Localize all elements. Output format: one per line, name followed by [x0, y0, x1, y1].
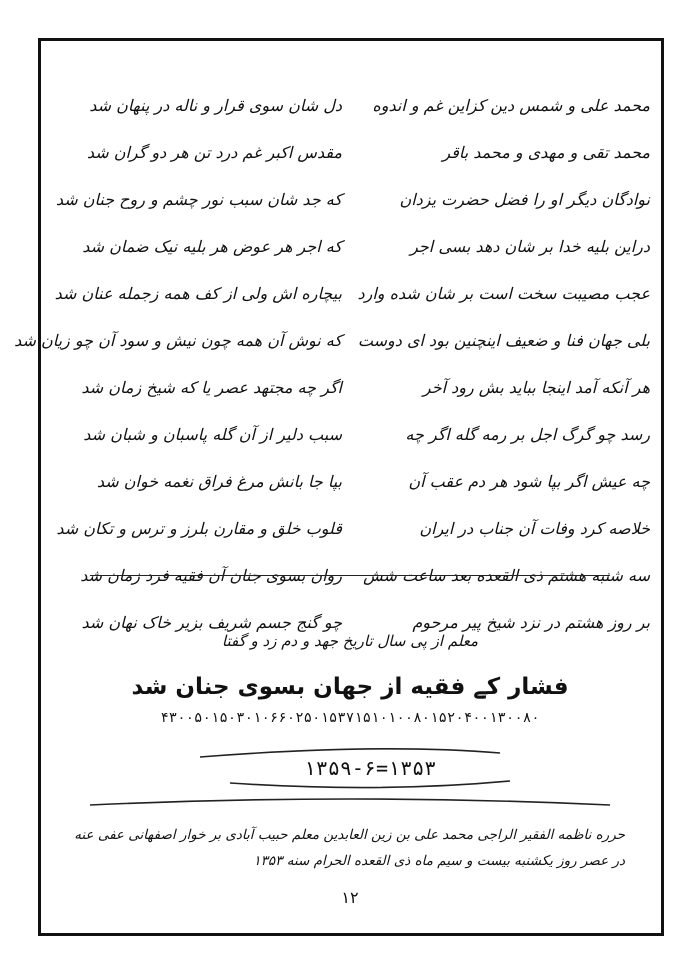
- hemistich-left: که نوش آن همه چون نیش و سود آن چو زیان شد: [14, 330, 342, 350]
- couplet: [14, 317, 650, 364]
- chronogram-verse: فشار کے فقیه از جهان بسوی جنان شد: [131, 674, 569, 700]
- hemistich-right: محمد علی و شمس دین کزاین غم و اندوه: [372, 95, 650, 115]
- couplet: [50, 270, 650, 317]
- hemistich-left: قلوب خلق و مقارن بلرز و ترس و تکان شد: [56, 518, 342, 538]
- hemistich-left: که جد شان سبب نور چشم و روح جنان شد: [55, 189, 342, 209]
- couplet: [50, 223, 650, 270]
- hemistich-right: چه عیش اگر بپا شود هر دم عقب آن: [408, 471, 650, 491]
- colophon-line: حرره ناظمه الفقیر الراجی محمد علی بن زین العابدین معلم حبیب آبادی بر خوار اصفهانی عفی عنه: [74, 827, 625, 843]
- hemistich-left: اگر چه مجتهد عصر یا که شیخ زمان شد: [81, 377, 342, 397]
- couplet: [50, 458, 650, 505]
- colophon-line: در عصر روز یکشنبه بیست و سیم ماه ذی القعده الحرام سنه ۱۳۵۳: [253, 853, 625, 869]
- chronogram-intro-line: معلم از پی سال تاریخ جهد و دم زد و گفتا: [221, 632, 479, 650]
- couplet: [50, 82, 650, 129]
- hemistich-left: سبب دلیر از آن گله پاسبان و شبان شد: [83, 424, 342, 444]
- hemistich-right: نوادگان دیگر او را فضل حضرت یزدان: [399, 189, 650, 209]
- hemistich-right: خلاصه کرد وفات آن جناب در ایران: [419, 518, 650, 538]
- hemistich-right: سه شنبه هشتم ذی القعده بعد ساعت شش: [363, 565, 650, 585]
- hemistich-right: رسد چو گرگ اجل بر رمه گله اگر چه: [405, 424, 650, 444]
- page-number: ۱۲: [341, 888, 359, 907]
- hemistich-right: بر روز هشتم در نزد شیخ پیر مرحوم: [412, 612, 650, 632]
- chronogram-sum: ۱۳۵۹-۶=۱۳۵۳: [303, 756, 437, 780]
- hemistich-right: دراین بلیه خدا بر شان دهد بسی اجر: [410, 236, 650, 256]
- couplet: [50, 364, 650, 411]
- hemistich-left: بپا جا بانش مرغ فراق نغمه خوان شد: [96, 471, 342, 491]
- hemistich-left: روان بسوی جنان آن فقیه فرد زمان شد: [80, 565, 342, 585]
- hemistich-left: دل شان سوی قرار و ناله در پنهان شد: [89, 95, 342, 115]
- couplet: [50, 505, 650, 552]
- hemistich-right: محمد تقی و مهدی و محمد باقر: [442, 142, 650, 162]
- couplet: [50, 176, 650, 223]
- hemistich-right: عجب مصیبت سخت است بر شان شده وارد: [357, 283, 650, 303]
- hemistich-left: چو گنج جسم شریف بزیر خاک نهان شد: [81, 612, 342, 632]
- hemistich-left: بیچاره اش ولی از کف همه زجمله عنان شد: [54, 283, 342, 303]
- hemistich-right: هر آنکه آمد اینجا بباید بش رود آخر: [422, 377, 650, 397]
- poem-body: [14, 82, 650, 646]
- hemistich-left: مقدس اکبر غم درد تن هر دو گران شد: [86, 142, 342, 162]
- couplet: [50, 129, 650, 176]
- couplet: [50, 411, 650, 458]
- hemistich-left: که اجر هر عوض هر بلیه نیک ضمان شد: [82, 236, 342, 256]
- section-divider: [90, 575, 610, 576]
- abjad-values: ۴۳۰۰۵۰۱۵۰۳۰۱۰۶۶۰۲۵۰۱۵۳۷۱۵۱۰۱۰۰۸۰۱۵۲۰۴۰۰۱۳۰۰۸۰: [160, 710, 540, 726]
- colophon: [75, 822, 625, 874]
- hemistich-right: بلی جهان فنا و ضعیف اینچنین بود ای دوست: [357, 330, 650, 350]
